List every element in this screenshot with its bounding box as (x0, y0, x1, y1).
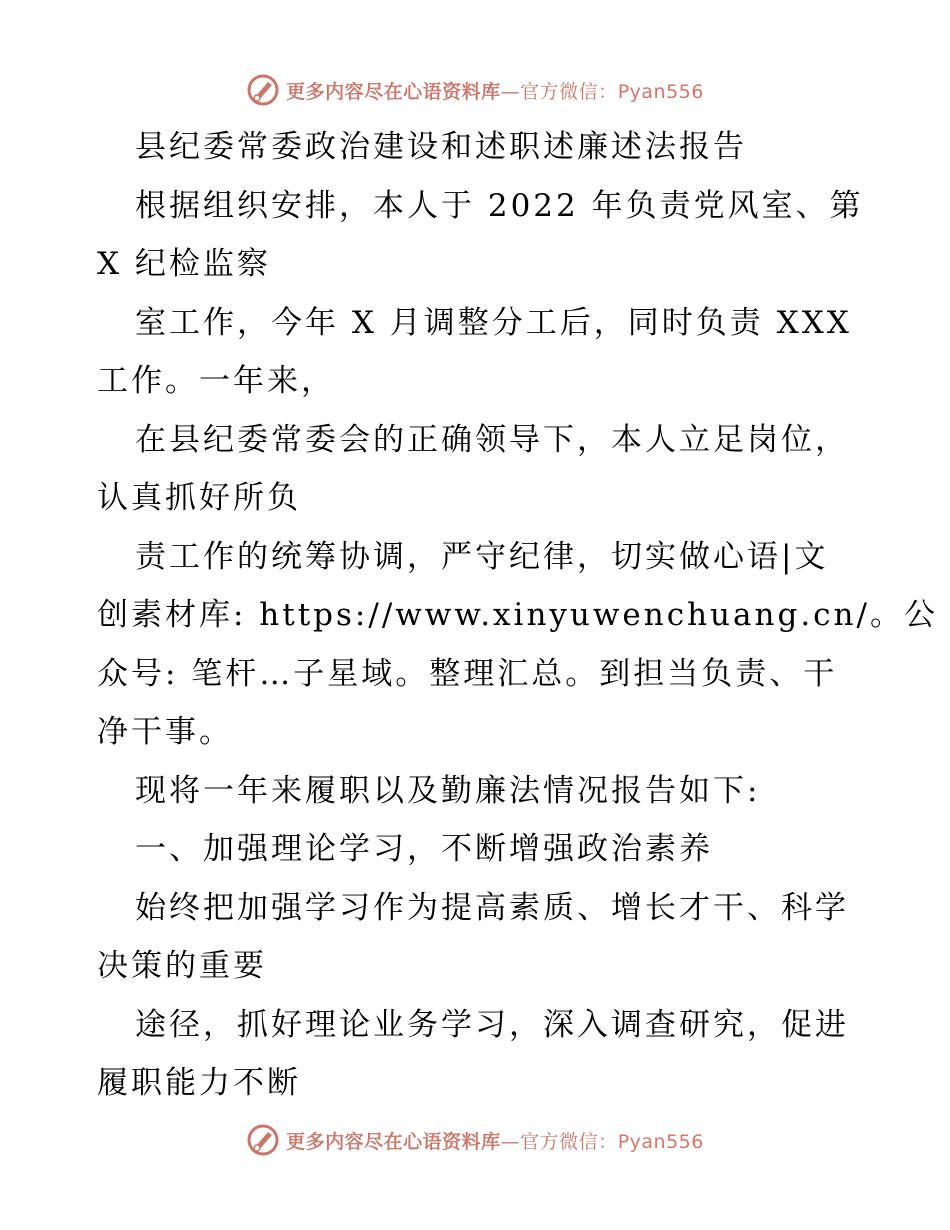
paragraph-line: 认真抓好所负 (97, 480, 301, 516)
paragraph-line: 途径，抓好理论业务学习，深入调查研究，促进 (135, 1006, 849, 1043)
paragraph-line: 根据组织安排，本人于 2022 年负责党风室、第 (135, 187, 864, 224)
paragraph-line: 众号: 笔杆…子星域。整理汇总。到担当负责、干 (97, 655, 838, 692)
paragraph-line: 决策的重要 (97, 948, 267, 984)
watermark-official: 官方微信： (520, 1130, 618, 1153)
section-heading: 一、加强理论学习，不断增强政治素养 (135, 831, 713, 867)
paragraph-line: 始终把加强学习作为提高素质、增长才干、科学 (135, 889, 849, 926)
paragraph-line: X 纪检监察 (97, 246, 271, 282)
watermark-separator: — (500, 80, 521, 103)
watermark-header (0, 70, 950, 110)
watermark-text (286, 77, 704, 104)
paragraph-line: 创素材库: https://www.xinyuwenchuang.cn/。公 (97, 597, 938, 633)
pen-logo-icon (246, 73, 280, 107)
paragraph-line: 在县纪委常委会的正确领导下，本人立足岗位， (135, 421, 849, 458)
watermark-brand: 更多内容尽在心语资料库 (286, 1130, 501, 1153)
watermark-separator: — (500, 1130, 521, 1153)
paragraph-line: 工作。一年来， (97, 363, 335, 399)
watermark-official: 官方微信： (520, 80, 618, 103)
watermark-brand: 更多内容尽在心语资料库 (286, 80, 501, 103)
paragraph-line: 责工作的统筹协调，严守纪律，切实做心语|文 (135, 538, 829, 575)
paragraph-line: 履职能力不断 (97, 1065, 301, 1101)
paragraph-line: 室工作，今年 X 月调整分工后，同时负责 XXX (135, 304, 852, 341)
watermark-text (286, 1127, 704, 1154)
document-title: 县纪委常委政治建设和述职述廉述法报告 (135, 129, 747, 165)
pen-logo-icon (246, 1123, 280, 1157)
paragraph-line: 现将一年来履职以及勤廉法情况报告如下: (135, 772, 761, 809)
paragraph-line: 净干事。 (97, 714, 233, 750)
watermark-footer (0, 1120, 950, 1160)
watermark-account: Pyan556 (617, 80, 704, 103)
watermark-account: Pyan556 (617, 1130, 704, 1153)
document-body (97, 118, 938, 1113)
